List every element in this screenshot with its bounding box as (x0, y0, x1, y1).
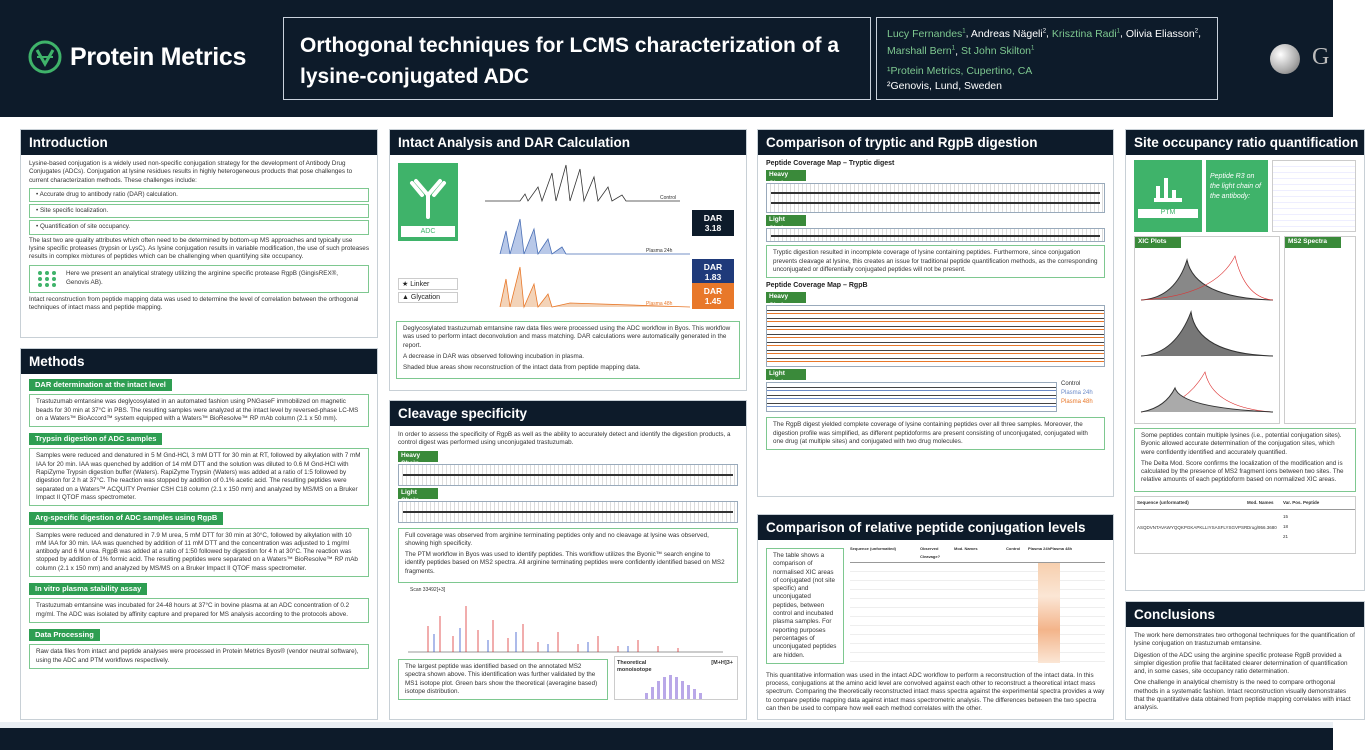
site-panel (1125, 129, 1365, 591)
introduction-heading: Introduction (21, 130, 377, 155)
genovis-logo-icon (1270, 44, 1300, 74)
affiliation-2: ²Genovis, Lund, Sweden (887, 80, 1002, 92)
adc-label: ADC (401, 226, 455, 237)
ms2-spectrum (398, 586, 738, 656)
light-chain-map (398, 501, 738, 523)
author-list: Lucy Fernandes$^1$, Andreas Nägeli$^2$, Krisztina Radi$^1$, Olivia Eliasson$^2$, Marshall Bern$^1$, St John Skilton$^1$ (887, 27, 1201, 57)
author-name: Olivia Eliasson$^2$ (1125, 27, 1199, 40)
legend-glycation: ▲ Glycation (398, 292, 458, 303)
ms2-label: MS2 Spectra (1285, 237, 1341, 248)
site-findings: Some peptides contain multiple lysines (i.e., potential conjugation sites). Byonic allowed accurate determination of the conjugation sites, which were confidently identified and accurately quantified. The Delta Mod. Score confirms the localization of the modification and is calculated by the presence of MS2 fragment ions between two sites. The relative amounts of each peptidoform based on normalized XIC areas. (1134, 428, 1356, 492)
brand-name: Protein Metrics (70, 42, 247, 71)
site-top-row (1134, 160, 1356, 232)
iso-label-mh: [M+H]3+ (711, 660, 733, 667)
xic-plot-curves (1135, 248, 1279, 420)
antibody-icon (408, 169, 448, 219)
relative-heading: Comparison of relative peptide conjugation levels (758, 515, 1113, 540)
dar-badge-24h: DAR 1.83 (692, 259, 734, 285)
ptm-chart-icon (1150, 168, 1186, 204)
ms2-spectra (1284, 236, 1356, 424)
poster-header (0, 0, 1333, 117)
author-name: Lucy Fernandes$^1$ (887, 27, 966, 40)
method-section (29, 509, 369, 577)
heavy-chain-map (398, 464, 738, 486)
site-table-row: ASQDVNTAVAWYQQKPGKAPKLLIYSASFLYSGVPSR Drug/956.3680 15 18 21 (1137, 514, 1289, 540)
brand (28, 40, 246, 74)
isotope-row (398, 656, 738, 703)
author-name: Andreas Nägeli$^2$ (970, 27, 1047, 40)
xic-plots (1134, 236, 1280, 424)
method-section (29, 430, 369, 506)
challenge-item: • Site specific localization. (29, 204, 369, 218)
method-heading: In vitro plasma stability assay (29, 583, 147, 595)
protein-metrics-logo-icon (28, 40, 62, 74)
cleavage-intro: In order to assess the specificity of RgpB as well as the ability to accurately detect and identify the digestion products, a control digest was performed using unconjugated trastuzumab. (398, 431, 731, 447)
methods-panel (20, 348, 378, 720)
authors-box (876, 17, 1218, 100)
rgpb-text: Here we present an analytical strategy utilizing the arginine specific protease RgpB (GingisREX®, Genovis AB). (66, 270, 339, 286)
adc-tile (398, 163, 458, 241)
affiliation-1: ¹Protein Metrics, Cupertino, CA (887, 65, 1033, 77)
protease-dots-icon (36, 269, 58, 289)
scan-label: Scan 33492[+3] (410, 587, 446, 594)
method-heading: Trypsin digestion of ADC samples (29, 433, 162, 445)
intact-legend (398, 278, 458, 303)
rgpb-map-title: Peptide Coverage Map – RgpB (766, 282, 868, 290)
conclusions-panel (1125, 601, 1365, 720)
rgpb-light-row (766, 380, 1105, 414)
heavy-chain-label: Heavy (398, 451, 438, 462)
method-text: Trastuzumab emtansine was incubated for 24-48 hours at 37°C in bovine plasma at an ADC concentration of 0.2 mg/ml. The ADC was isolated by affinity capture and prepared for MS analysis according to the protocols above. (29, 598, 369, 623)
intro-challenge-list (29, 188, 369, 235)
site-heading: Site occupancy ratio quantification (1126, 130, 1364, 155)
peptide-note: Peptide R3 on the light chain of the antibody: (1206, 160, 1268, 232)
cleavage-heading: Cleavage specificity (390, 401, 746, 426)
method-section (29, 626, 369, 669)
intact-description: Deglycosylated trastuzumab emtansine raw data files were processed using the ADC workflow in Byos. This workflow was used to perform intact deconvolution and mass matching. DAR calculations were automatically generated in the report. A decrease in DAR was observed following incubation in plasma. Shaded blue areas show reconstruction of the intact data from peptide mapping data. (396, 321, 740, 379)
relative-description: This quantitative information was used in the intact ADC workflow to perform a reconstruction of the intact data. In this process, conjugations at the amino acid level are convolved against each other to reconstruct a theoretical intact mass spectrum. Comparing the theoretically reconstructed intact mass spectra against the experimental spectra provides a way to compare peptide mapping data against intact mass spectrometric analysis. The differences between the two spectra can then be used to compare how well each method correlates with the other. (766, 671, 1105, 713)
method-heading: Arg-specific digestion of ADC samples using RgpB (29, 512, 223, 524)
method-text: Samples were reduced and denatured in 7.9 M urea, 5 mM DTT for 30 min at 30°C, followed by alkylation with 10 mM IAA for 30 min. IAA was quenched by addition of 11 mM DTT and the concentration was adjusted to 1 mg/ml antibody and 6 M urea. RgpB was added at a ratio of 1:50 followed by digestion for 4 h at 30°C. The reaction was stopped by addition of 1% formic acid. The resulting peptides were separated on a Waters™ BioResolve™ RP mAb column (2.1 x 150 mm) and analyzed by MS/MS on a Bruker Impact II QTOF mass spectrometer. (29, 528, 369, 577)
method-text: Trastuzumab emtansine was deglycosylated in an automated fashion using PNGaseF immobilized on magnetic beads for 30 min at 37°C in PBS. The resulting samples were analyzed at the intact level by reversed-phase LC-MS on a Waters™ BioAccord™ system equipped with a Waters™ BioResolve™ RP mAb column (2.1 x 50 mm). (29, 394, 369, 427)
rgpb-heavy-map (766, 305, 1105, 367)
legend-linker: ★ Linker (398, 278, 458, 290)
tryptic-finding: Tryptic digestion resulted in incomplete coverage of lysine containing peptides. Furthermore, since conjugation prevents cleavage at lysine, this creates an issue for traditional peptide quantification methods, as the corresponding unconjugated or differentially conjugated peptides will not be present. (766, 245, 1105, 278)
xic-label: XIC Plots (1135, 237, 1181, 248)
relative-table-body (850, 563, 1105, 663)
methods-heading: Methods (21, 349, 377, 374)
conclusion-2: Digestion of the ADC using the arginine specific protease RgpB provided a simpler digestion profile that facilitated clearer determination of quantification and, in some cases, site occupancy ratio determination. (1134, 651, 1348, 676)
tryptic-light-label: Light (766, 215, 806, 226)
iso-label-theoretical: Theoretical (617, 660, 647, 667)
relative-side-text: The table shows a comparison of normalised XIC areas of conjugated (not site specific) and unconjugated peptides, between control and incubated plasma samples. For reporting purposes percentages of unconjugated peptides are hidden. (766, 548, 844, 664)
intact-heading: Intact Analysis and DAR Calculation (390, 130, 746, 155)
trace-label-control: Control (660, 195, 677, 201)
method-text: Samples were reduced and denatured in 5 M Gnd-HCl, 3 mM DTT for 30 min at RT, followed by alkylation with 7 mM IAA for 20 min. IAA was quenched by addition of 14 mM DTT and the solution was diluted to 0.6 M Gnd-HCl with RapiZyme Trypsin digestion buffer (Waters). RapiZyme Trypsin (Waters) was added at a ratio of 1:5 followed by digestion for 2 h at 37°C. The reaction was stopped by addition of 0.1% acetic acid. The resulting peptides were separated on a Waters™ ACQUITY Premier CSH C18 column (2.1 x 150 mm) and analyzed by MS/MS on a Bruker Impact II QTOF mass spectrometer. (29, 448, 369, 506)
intact-panel (389, 129, 747, 391)
author-name: Marshall Bern$^1$ (887, 45, 956, 57)
intro-paragraph-3: Intact reconstruction from peptide mapping data was used to determine the level of correlation between the orthogonal techniques of intact mass and peptide mapping. (29, 295, 359, 311)
method-text: Raw data files from intact and peptide analyses were processed in Protein Metrics Byos® (vendor neutral software), using the ADC and PTM workflows respectively. (29, 644, 369, 669)
rgpb-box (29, 265, 369, 293)
rgpb-light-map (766, 382, 1057, 412)
iso-label-monoisotope: monoisotope (617, 667, 652, 674)
cleavage-findings: Full coverage was observed from arginine terminating peptides only and no cleavage at lysine was observed, showing high specificity. The PTM workflow in Byos was used to identify peptides. This workflow utilizes the Byonic™ search engine to identify peptides based on MS2 spectra. All arginine terminating peptides were confidently identified based on MS2 fragments. (398, 528, 738, 583)
conclusions-heading: Conclusions (1126, 602, 1364, 627)
method-heading: Data Processing (29, 629, 100, 641)
site-plots-row (1134, 236, 1356, 424)
relative-table (850, 545, 1105, 667)
genovis-logo-letter: G (1312, 44, 1330, 70)
method-section (29, 580, 369, 623)
isotope-bars (615, 657, 735, 701)
trace-label-plasma-24h: Plasma 24h (646, 248, 673, 254)
dar-badge-48h: DAR 1.45 (692, 283, 734, 309)
light-chain-label: Light (398, 488, 438, 499)
ms2-spectrum-plot (398, 586, 728, 656)
tryptic-panel (757, 129, 1114, 497)
challenge-item: • Accurate drug to antibody ratio (DAR) calculation. (29, 188, 369, 202)
intact-spectra (480, 159, 710, 309)
tryptic-map-title: Peptide Coverage Map – Tryptic digest (766, 160, 895, 167)
ptm-tile (1134, 160, 1202, 232)
site-table (1134, 496, 1356, 554)
isotope-description: The largest peptide was identified based on the annotated MS2 spectra shown above. This identification was further validated by the MS1 isotope plot. Green bars show the theoretical (averagine based) isotope distribution. (398, 659, 608, 700)
ptm-label: PTM (1138, 209, 1198, 217)
intro-paragraph-1: Lysine-based conjugation is a widely used non-specific conjugation strategy for the development of Antibody Drug Conjugates (ADCs). Conjugation at lysine residues results in highly heterogeneous products that pose challenges to current characterization methods. These challenges include: (29, 160, 353, 184)
trace-label-plasma-48h: Plasma 48h (646, 301, 673, 307)
intro-paragraph-2: The last two are quality attributes which often need to be determined by bottom-up MS approaches and typically use lysine specific proteases (trypsin or LysC). As lysine conjugation results in variable modification, the use of such proteases results in complex mixtures of peptides which can be challenging when quantifying site occupancy. (29, 236, 369, 261)
method-heading: DAR determination at the intact level (29, 379, 172, 391)
poster-footer (0, 722, 1333, 750)
cleavage-panel (389, 400, 747, 720)
challenge-item: • Quantification of site occupancy. (29, 220, 369, 234)
tryptic-light-map (766, 228, 1105, 242)
author-name: Krisztina Radi$^1$ (1051, 27, 1121, 40)
relative-table-header: Sequence (unformatted) Observed Cleavage? Mod. Names Control Plasma 24h Plasma 48h (850, 545, 1105, 563)
relative-row (766, 545, 1105, 667)
method-section (29, 376, 369, 427)
introduction-panel (20, 129, 378, 338)
rgpb-heavy-label: Heavy (766, 292, 806, 303)
tryptic-heavy-label: Heavy (766, 170, 806, 181)
sample-legend: Control Plasma 24h Plasma 48h (1061, 381, 1093, 406)
relative-panel (757, 514, 1114, 720)
poster-title: Orthogonal techniques for LCMS characterization of a lysine-conjugated ADC (300, 34, 840, 88)
rgpb-finding: The RgpB digest yielded complete coverage of lysine containing peptides over all three samples. Moreover, the digestion profile was simplified, as different peptidoforms are present consisting of unconjugated, conjugated with one drug (at multiple sites) and conjugated with two drug molecules. (766, 417, 1105, 450)
isotope-plot (614, 656, 738, 700)
tryptic-heading: Comparison of tryptic and RgpB digestion (758, 130, 1113, 155)
site-table-header: Sequence (unformatted) Mod. Names Var. Pos. Peptide (1135, 497, 1355, 510)
dar-badge-control: DAR 3.18 (692, 210, 734, 236)
author-name: St John Skilton$^1$ (960, 45, 1035, 57)
conclusion-1: The work here demonstrates two orthogonal techniques for the quantification of lysine conjugation on trastuzumab emtansine. (1134, 632, 1355, 648)
rgpb-light-label: Light (766, 369, 806, 380)
title-box (283, 17, 871, 100)
tryptic-heavy-map (766, 183, 1105, 213)
peptide-table-thumb (1272, 160, 1356, 232)
conclusion-3: One challenge in analytical chemistry is the need to compare orthogonal methods in a systematic fashion. Intact reconstruction visually demonstrates that the quantitative data obtained from peptide mapping correlates with intact analysis. (1134, 679, 1351, 712)
